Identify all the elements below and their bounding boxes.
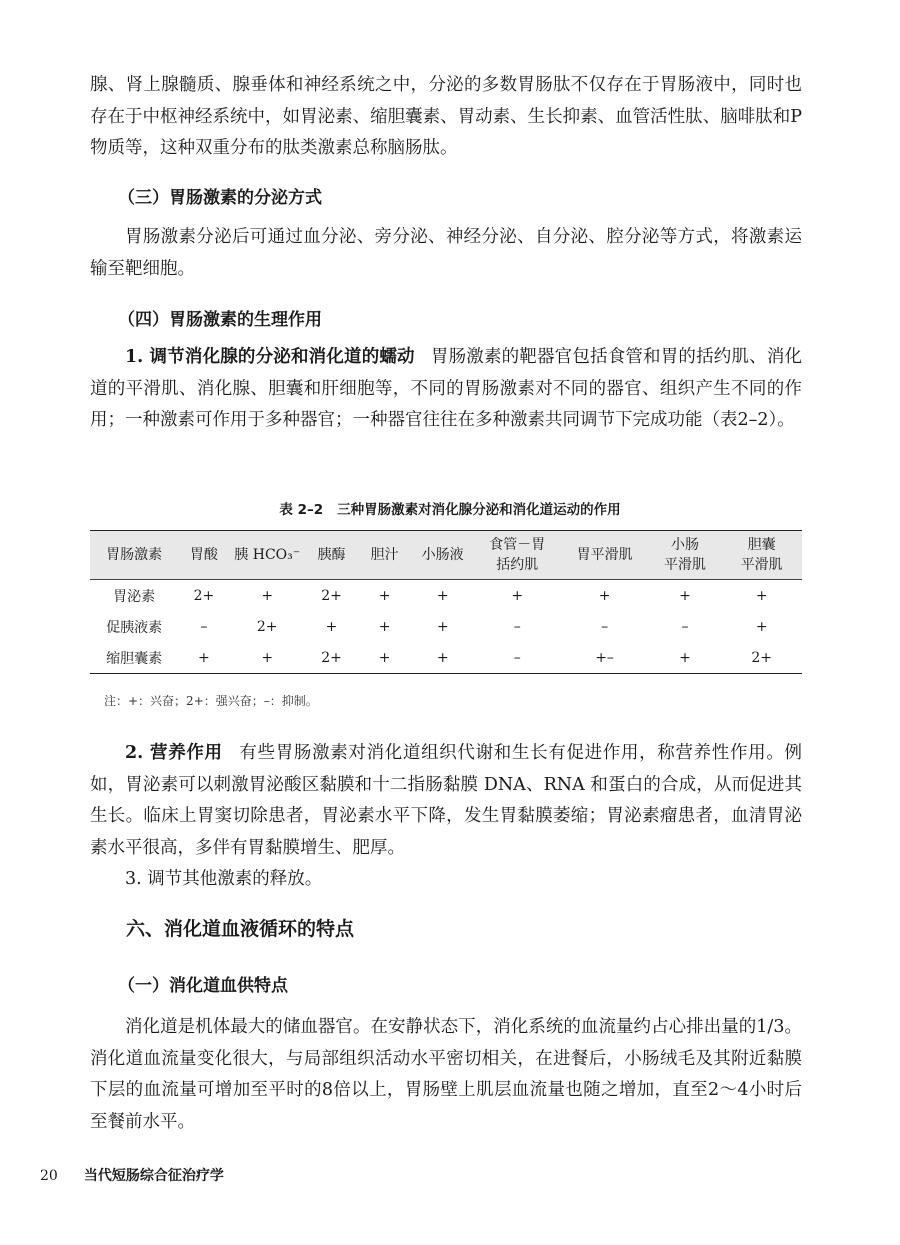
table-cell: + — [358, 642, 411, 674]
table-cell: 2+ — [193, 587, 215, 604]
table-cell: – — [513, 618, 521, 635]
table-header-cell: 胆囊 平滑肌 — [721, 531, 802, 580]
table-cell: + — [178, 642, 229, 674]
table-cell: – — [601, 618, 609, 635]
table-header-cell: 胰 HCO₃⁻ — [230, 531, 305, 580]
table-cell: + — [755, 587, 768, 604]
table-cell: 2+ — [256, 618, 278, 635]
page-number: 20 — [40, 1168, 58, 1184]
table-row — [90, 642, 802, 674]
book-title: 当代短肠综合征治疗学 — [83, 1168, 224, 1184]
table-header-cell: 食管－胃 括约肌 — [474, 531, 560, 580]
table-note: 注：+：兴奋；2+：强兴奋；–：抑制。 — [104, 694, 318, 708]
page-footer — [40, 1165, 224, 1185]
table-header-cell: 胰酶 — [305, 531, 358, 580]
table-cell: +– — [560, 642, 648, 674]
table-cell: 2+ — [305, 642, 358, 674]
table-cell: + — [436, 618, 449, 635]
section-6-heading: 六、消化道血液循环的特点 — [126, 918, 355, 940]
table-cell: + — [679, 587, 691, 604]
table-header-row — [90, 531, 802, 580]
table-cell: – — [474, 642, 560, 674]
table-caption — [0, 498, 900, 518]
table-cell: + — [755, 618, 768, 635]
table-cell: 胃泌素 — [113, 588, 156, 605]
table-cell: + — [230, 642, 305, 674]
table-cell: + — [261, 587, 274, 604]
table-header-cell: 胃酸 — [178, 531, 229, 580]
section-3-heading: （三）胃肠激素的分泌方式 — [118, 188, 322, 208]
table-header-cell: 胆汁 — [358, 531, 411, 580]
table-cell: – — [200, 618, 208, 635]
table-row — [90, 580, 802, 612]
table-cell: + — [378, 587, 391, 604]
table-header-cell: 胃平滑肌 — [560, 531, 648, 580]
table-header-cell: 胃肠激素 — [90, 531, 178, 580]
table-cell: + — [436, 587, 449, 604]
item-1-title: 1. 调节消化腺的分泌和消化道的蠕动 — [125, 347, 415, 367]
table-cell: 促胰液素 — [106, 619, 163, 636]
section-3-paragraph: 胃肠激素分泌后可通过血分泌、旁分泌、神经分泌、自分泌、腔分泌等方式，将激素运输至靶细胞。 — [90, 227, 802, 279]
table-cell: + — [325, 618, 338, 635]
table-cell: + — [511, 587, 524, 604]
hormone-effects-table — [90, 530, 802, 674]
table-cell: + — [649, 642, 722, 674]
table-cell: + — [411, 642, 474, 674]
intro-paragraph: 腺、肾上腺髓质、腺垂体和神经系统之中，分泌的多数胃肠肽不仅存在于胃肠液中，同时也存在于中枢神经系统中，如胃泌素、缩胆囊素、胃动素、生长抑素、血管活性肽、脑啡肽和P物质等，这种双重分布的肽类激素总称脑肠肽。 — [90, 75, 802, 159]
table-cell: 2+ — [321, 587, 342, 604]
item-2-paragraph — [90, 738, 802, 864]
section-6-1-heading: （一）消化道血供特点 — [118, 976, 288, 996]
table-header-cell: 小肠液 — [411, 531, 474, 580]
table-title: 三种胃肠激素对消化腺分泌和消化道运动的作用 — [337, 502, 621, 518]
table-cell: – — [681, 618, 689, 635]
item-2-text: 有些胃肠激素对消化道组织代谢和生长有促进作用，称营养性作用。例如，胃泌素可以刺激胃泌酸区黏膜和十二指肠黏膜 DNA、RNA 和蛋白的合成，从而促进其生长。临床上胃窦切除患者，胃泌素水平下降，发生胃黏膜萎缩；胃泌素瘤患者，血清胃泌素水平很高，多伴有胃黏膜增生、肥厚。 — [90, 743, 802, 858]
section-4-item-1 — [90, 342, 802, 437]
table-cell: 缩胆囊素 — [90, 642, 178, 674]
item-3-paragraph: 3. 调节其他激素的释放。 — [125, 869, 323, 889]
table-number: 表 2–2 — [279, 502, 324, 518]
item-2-title: 2. 营养作用 — [125, 743, 223, 763]
table-header-cell: 小肠 平滑肌 — [649, 531, 722, 580]
table-cell: 2+ — [721, 642, 802, 674]
table-cell: + — [598, 587, 611, 604]
section-6-1-paragraph: 消化道是机体最大的储血器官。在安静状态下，消化系统的血流量约占心排出量的1/3。消化道血流量变化很大，与局部组织活动水平密切相关，在进餐后，小肠绒毛及其附近黏膜下层的血流量可增加至平时的8倍以上，胃肠壁上肌层血流量也随之增加，直至2～4小时后至餐前水平。 — [90, 1017, 802, 1132]
item-1-text: 胃肠激素的靶器官包括食管和胃的括约肌、消化道的平滑肌、消化腺、胆囊和肝细胞等，不同的胃肠激素对不同的器官、组织产生不同的作用；一种激素可作用于多种器官；一种器官往往在多种激素共同调节下完成功能（表2–2）。 — [90, 347, 802, 431]
section-4-heading: （四）胃肠激素的生理作用 — [118, 310, 322, 330]
table-cell: + — [378, 618, 391, 635]
table-row — [90, 611, 802, 642]
